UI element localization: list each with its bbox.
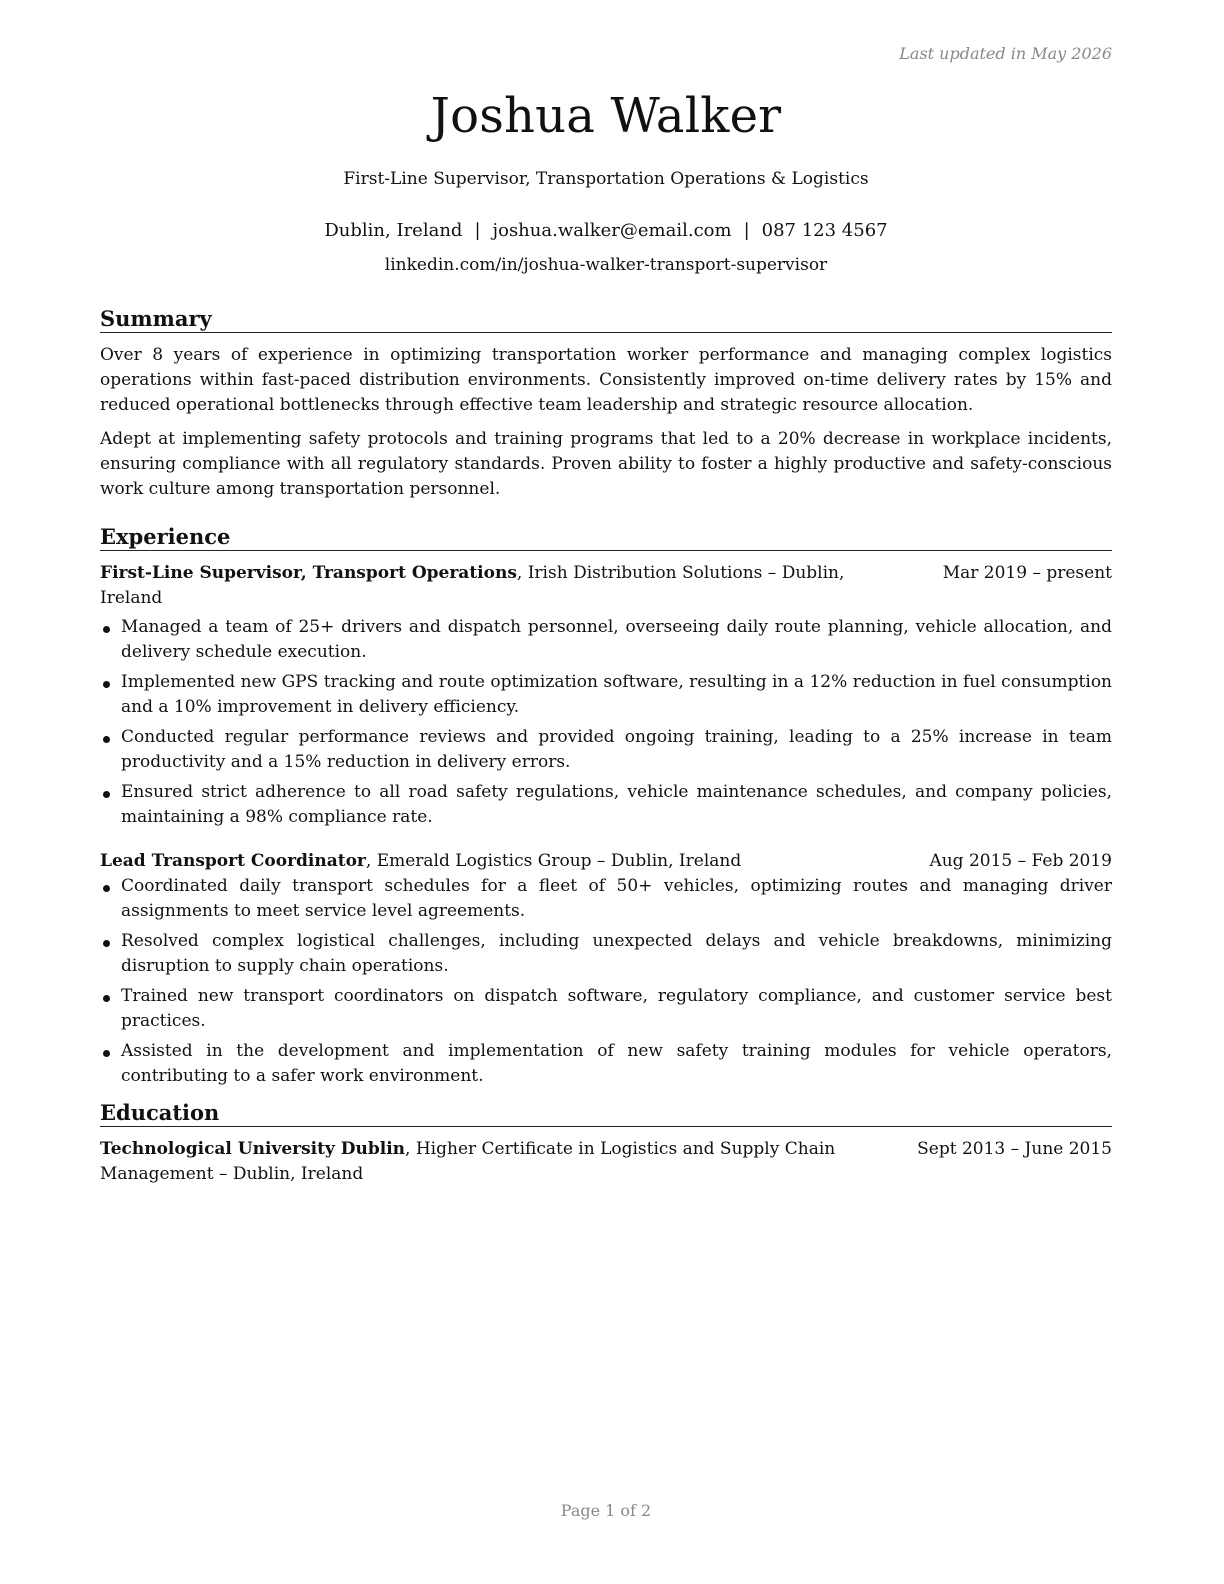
- candidate-name: Joshua Walker: [430, 88, 782, 144]
- section-title-summary: Summary: [100, 306, 1112, 333]
- last-updated: Last updated in May 2026: [899, 44, 1112, 63]
- job-role: Lead Transport Coordinator: [100, 851, 366, 871]
- bullet-icon: [103, 736, 110, 743]
- school-name: Technological University Dublin: [100, 1139, 406, 1159]
- job-org: , Emerald Logistics Group – Dublin, Ireland: [365, 851, 742, 871]
- job-dates: Aug 2015 – Feb 2019: [929, 851, 1112, 871]
- headline: First-Line Supervisor, Transportation Operations & Logistics: [343, 169, 869, 189]
- separator: |: [743, 220, 750, 241]
- page-number: Page 1 of 2: [560, 1501, 652, 1520]
- section-title-experience: Experience: [100, 524, 1112, 551]
- bullet-icon: [103, 1050, 110, 1057]
- email-link[interactable]: joshua.walker@email.com: [492, 220, 732, 241]
- phone-number: 087 123 4567: [761, 220, 888, 241]
- job-bullets: [100, 615, 1112, 830]
- bullet-item: Resolved complex logistical challenges, including unexpected delays and vehicle breakdowns, minimizing disruption to supply chain operations.: [100, 929, 1112, 979]
- experience-section: [100, 524, 1112, 1094]
- degree-detail: , Higher Certificate in Logistics and Supply Chain Management – Dublin, Ireland: [100, 1139, 836, 1184]
- job-header: [100, 849, 1112, 874]
- job-org: , Irish Distribution Solutions – Dublin, Ireland: [100, 563, 845, 608]
- job-entry: [100, 561, 1112, 830]
- bullet-icon: [103, 681, 110, 688]
- bullet-icon: [103, 885, 110, 892]
- bullet-item: Trained new transport coordinators on dispatch software, regulatory compliance, and customer service best practices.: [100, 984, 1112, 1034]
- job-role: First-Line Supervisor, Transport Operations: [100, 563, 517, 583]
- section-title-education: Education: [100, 1100, 1112, 1127]
- education-section: [100, 1100, 1112, 1187]
- bullet-icon: [103, 626, 110, 633]
- bullet-item: Conducted regular performance reviews and provided ongoing training, leading to a 25% increase in team productivity and a 15% reduction in delivery errors.: [100, 725, 1112, 775]
- job-header: [100, 561, 1112, 611]
- job-dates: Mar 2019 – present: [942, 563, 1112, 583]
- bullet-icon: [103, 940, 110, 947]
- resume-page: [100, 0, 1112, 1584]
- job-bullets: [100, 874, 1112, 1089]
- education-entry: [100, 1137, 1112, 1187]
- bullet-item: Managed a team of 25+ drivers and dispatch personnel, overseeing daily route planning, vehicle allocation, and delivery schedule execution.: [100, 615, 1112, 665]
- job-entry: [100, 849, 1112, 1089]
- bullet-item: Implemented new GPS tracking and route optimization software, resulting in a 12% reduction in fuel consumption and a 10% improvement in delivery efficiency.: [100, 670, 1112, 720]
- education-dates: Sept 2013 – June 2015: [917, 1139, 1112, 1159]
- bullet-icon: [103, 791, 110, 798]
- contact-line: [100, 219, 1112, 243]
- linkedin-link[interactable]: linkedin.com/in/joshua-walker-transport-supervisor: [384, 255, 828, 275]
- bullet-icon: [103, 995, 110, 1002]
- summary-paragraph: Adept at implementing safety protocols and training programs that led to a 20% decrease in workplace incidents, ensuring compliance with all regulatory standards. Proven ability to foster a highly productive and safety-conscious work culture among transportation personnel.: [100, 429, 1112, 499]
- location: Dublin, Ireland: [324, 220, 463, 241]
- bullet-item: Coordinated daily transport schedules for a fleet of 50+ vehicles, optimizing routes and managing driver assignments to meet service level agreements.: [100, 874, 1112, 924]
- bullet-item: Ensured strict adherence to all road safety regulations, vehicle maintenance schedules, and company policies, maintaining a 98% compliance rate.: [100, 780, 1112, 830]
- summary-paragraph: Over 8 years of experience in optimizing transportation worker performance and managing complex logistics operations within fast-paced distribution environments. Consistently improved on-time delivery rates by 15% and reduced operational bottlenecks through effective team leadership and strategic resource allocation.: [100, 345, 1112, 415]
- bullet-item: Assisted in the development and implementation of new safety training modules for vehicle operators, contributing to a safer work environment.: [100, 1039, 1112, 1089]
- separator: |: [474, 220, 481, 241]
- summary-section: [100, 306, 1112, 511]
